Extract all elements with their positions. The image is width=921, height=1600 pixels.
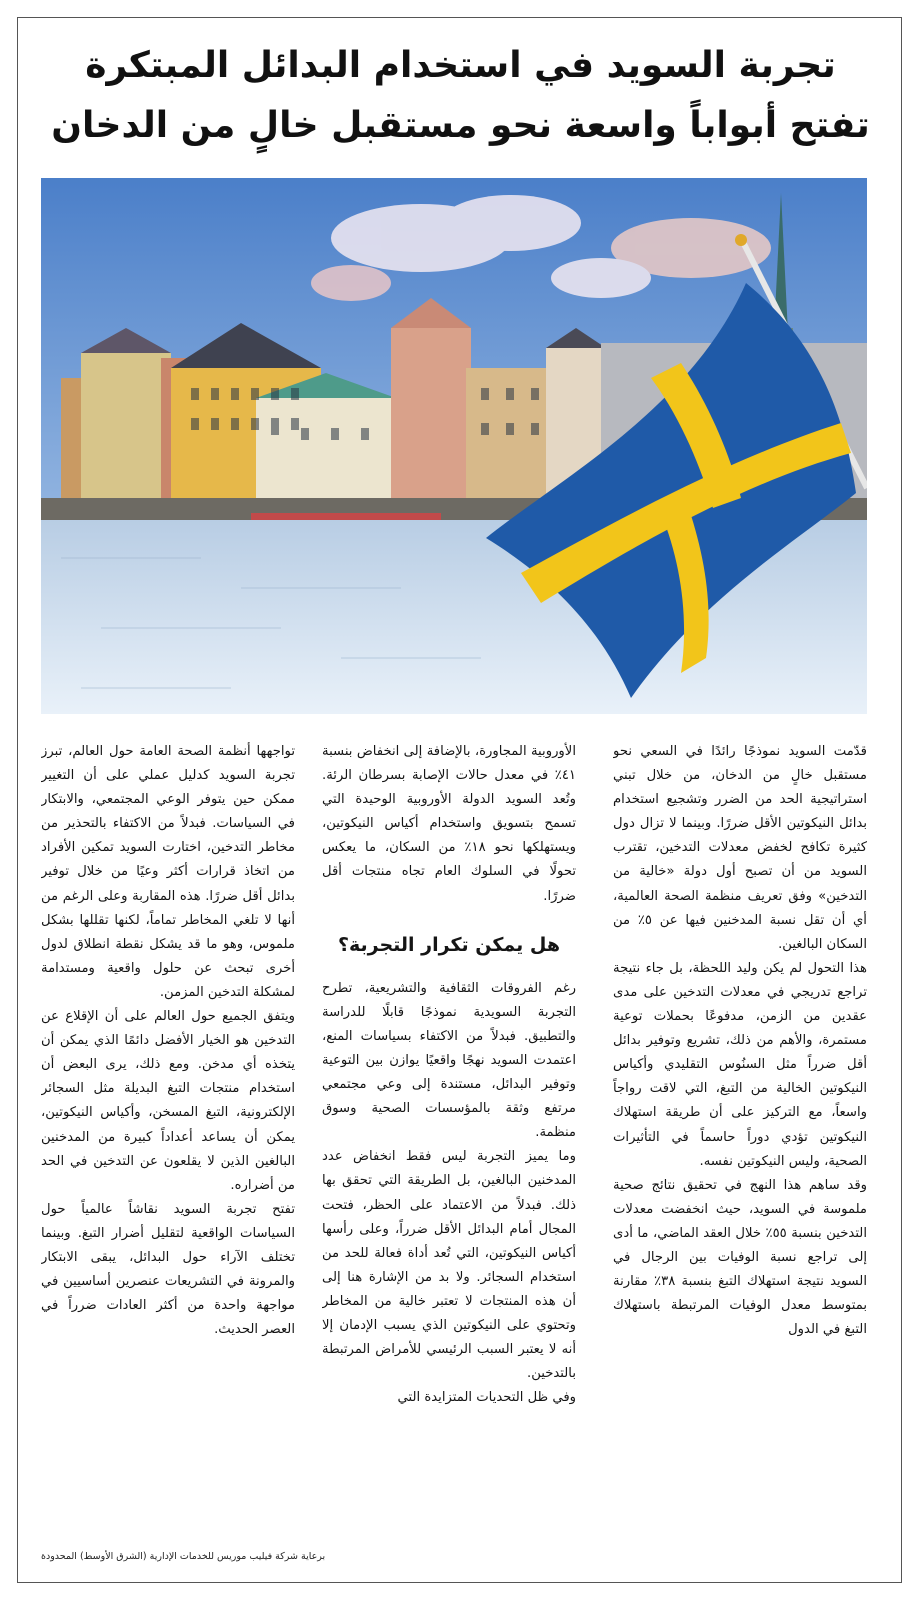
paragraph: تواجهها أنظمة الصحة العامة حول العالم، تبرز تجربة السويد كدليل عملي على أن التغيير ممكن حين يتوفر الوعي المجتمعي، والابتكار في السياسات. فبدلاً من الاكتفاء بالتحذير من مخاطر التدخين، اختارت السويد تمكين الأفراد من اتخاذ قرارات أكثر وعيًا من خلال توفير بدائل أقل ضررًا. هذه المقاربة وعلى الرغم من أنها لا تلغي المخاطر تماماً، لكنها تقللها بشكل ملموس، وهو ما قد يشكل نقطة انطلاق لدول أخرى تبحث عن حلول واقعية ومستدامة لمشكلة التدخين المزمن. [41,744,295,1000]
paragraph: ويتفق الجميع حول العالم على أن الإقلاع عن التدخين هو الخيار الأفضل دائمًا الذي يمكن أن يتخذه أي مدخن. ومع ذلك، يرى البعض أن استخدام منتجات التبغ البديلة مثل السجائر الإلكترونية، التبغ المسخن، وأكياس النيكوتين، يمكن أن يساعد أعداداً كبيرة من المدخنين البالغين الذين لا يقلعون عن التدخين في الحد من أضراره. [41,1009,295,1193]
headline [30,36,891,156]
flagpole-finial [735,234,747,246]
paragraph: وما يميز التجربة ليس فقط انخفاض عدد المدخنين البالغين، بل الطريقة التي تحقق بها ذلك. فبدلاً من الاعتماد على الحظر، فتحت المجال أمام البدائل الأقل ضرراً، وعلى رأسها أكياس النيكوتين، التي تُعد أداة فعالة للحد من استخدام السجائر. ولا بد من الإشارة هنا إلى أن هذه المنتجات لا تعتبر خالية من المخاطر وتحتوي على النيكوتين الذي يسبب الإدمان إلا أنه لا يعتبر السبب الرئيسي للأمراض المرتبطة بالتدخين. [322,1149,576,1382]
paragraph: وفي ظل التحديات المتزايدة التي [397,1390,576,1406]
section-subheading: هل يمكن تكرار التجربة؟ [337,933,561,956]
headline-line-1: تجربة السويد في استخدام البدائل المبتكرة [85,45,836,86]
article-column-middle [322,740,576,1545]
paragraph: تفتح تجربة السويد نقاشاً عالمياً حول السياسات الواقعية لتقليل أضرار التبغ. وبينما تختلف الآراء حول البدائل، يبقى الابتكار والمرونة في التشريعات عنصرين أساسيين في مواجهة واحدة من أكثر العادات ضرراً في العصر الحديث. [41,1201,295,1338]
sponsor-credit: برعاية شركة فيليب موريس للخدمات الإدارية (الشرق الأوسط) المحدودة [41,1551,326,1562]
paragraph: رغم الفروقات الثقافية والتشريعية، تطرح التجربة السويدية نموذجًا قابلًا للدراسة والتطبيق. فبدلاً من الاكتفاء بسياسات المنع، اعتمدت السويد نهجًا واقعيًا يوازن بين التوعية وتوفير البدائل، مستندة إلى وعي مجتمعي مرتفع وثقة بالمؤسسات الصحية وسوق منظمة. [322,980,576,1141]
paragraph: هذا التحول لم يكن وليد اللحظة، بل جاء نتيجة تراجع تدريجي في معدلات التدخين على مدى عقدين من الزمن، مدفوعًا بحملات توعية مستمرة، والأهم من ذلك، تشريع وتوفير بدائل أقل ضرراً مثل السنُوس التقليدي وأكياس النيكوتين الخالية من التبغ، التي لاقت رواجاً واسعاً، مع التركيز على أن طريقة استهلاك النيكوتين تؤدي دوراً حاسماً في التأثيرات الصحية، وليس النيكوتين نفسه. [613,960,867,1169]
paragraph: وقد ساهم هذا النهج في تحقيق نتائج صحية ملموسة في السويد، حيث انخفضت معدلات التدخين بنسبة ٥٥٪ خلال العقد الماضي، ما أدى إلى تراجع نسبة الوفيات بين الرجال في السويد نتيجة استهلاك التبغ بنسبة ٣٨٪ مقارنة بمتوسط معدل الوفيات المرتبطة باستهلاك التبغ في الدول [613,1177,867,1338]
article-photo [41,178,867,714]
article-column-left [41,740,295,1545]
paragraph: قدّمت السويد نموذجًا رائدًا في السعي نحو مستقبل خالٍ من الدخان، من خلال تبني استراتيجية الحد من الضرر وتشجيع استخدام بدائل النيكوتين الأقل ضررًا. وبينما لا تزال دول كثيرة تكافح لخفض معدلات التدخين، تقترب السويد من أن تصبح أول دولة «خالية من التدخين» وفق تعريف منظمة الصحة العالمية، أي أن تقل نسبة المدخنين فيها عن ٥٪ من السكان البالغين. [613,744,867,952]
paragraph: الأوروبية المجاورة، بالإضافة إلى انخفاض بنسبة ٤١٪ في معدل حالات الإصابة بسرطان الرئة. وتُعد السويد الدولة الأوروبية الوحيدة التي تسمح بتسويق واستخدام أكياس النيكوتين، ويستهلكها نحو ١٨٪ من السكان، ما يعكس تحولًا في السلوك العام تجاه منتجات أقل ضررًا. [322,744,576,904]
stockholm-flag-illustration [41,178,867,714]
headline-line-2: تفتح أبواباً واسعة نحو مستقبل خالٍ من الدخان [51,105,870,146]
article-column-right [613,740,867,1545]
